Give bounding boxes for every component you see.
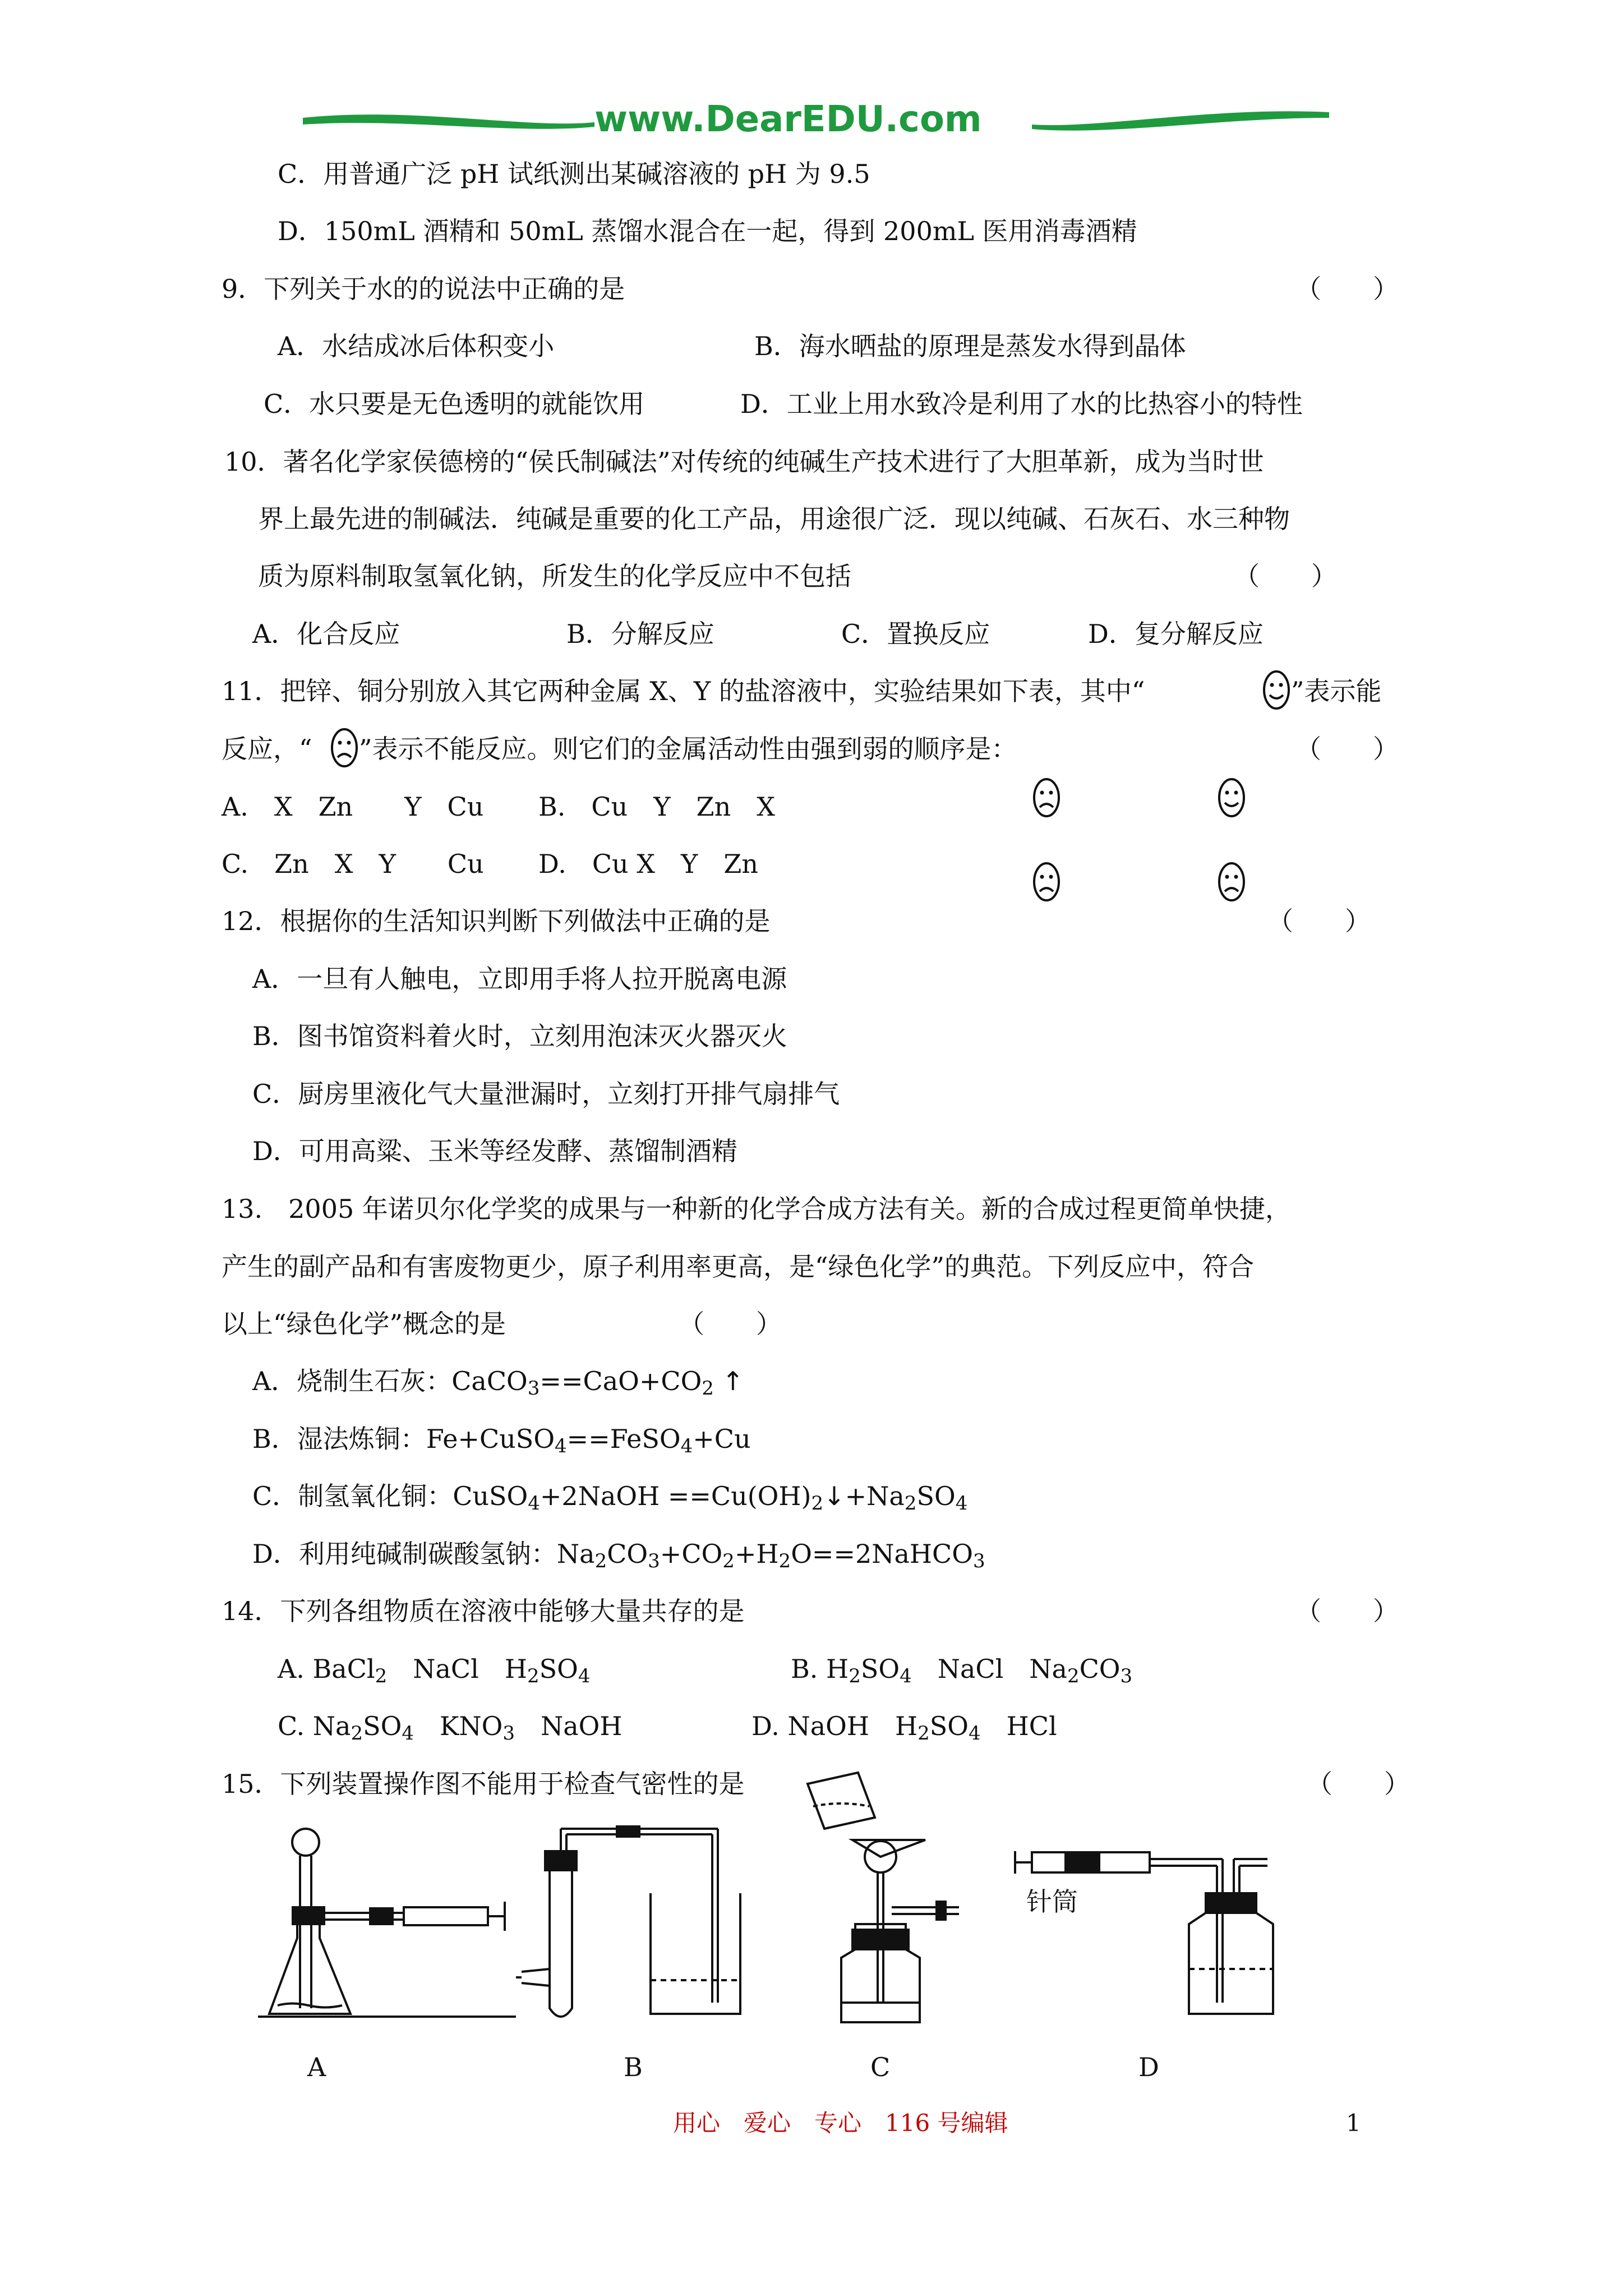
q9-option-d: D．工业上用水致冷是利用了水的比热容小的特性 <box>740 389 1303 419</box>
apparatus-caption-c: C <box>870 2052 891 2082</box>
q11-option-b: B. Cu Y Zn X <box>538 792 775 822</box>
q8-option-c: C．用普通广泛 pH 试纸测出某碱溶液的 pH 为 9.5 <box>278 159 870 189</box>
q13-option-c <box>252 1479 967 1520</box>
q13-option-d-equation: Na2CO3+CO2+H2O==2NaHCO3 <box>556 1539 985 1572</box>
q11-stem-line1a: 11．把锌、铜分别放入其它两种金属 X、Y 的盐溶液中，实验结果如下表，其中“ <box>222 676 1145 706</box>
q13-option-a <box>252 1364 744 1405</box>
q14-option-d-label: D. <box>751 1711 780 1741</box>
sad-face-icon <box>1032 861 1061 903</box>
q11-stem-line1b: ”表示能 <box>1291 676 1382 706</box>
q13-option-a-label: A．烧制生石灰： <box>252 1366 452 1396</box>
q14-option-b: B. H2SO4 NaCl Na2CO3 <box>791 1654 1133 1687</box>
q13-option-b-equation: Fe+CuSO4==FeSO4+Cu <box>426 1424 751 1457</box>
happy-face-icon <box>1262 669 1291 711</box>
q13-option-d-label: D．利用纯碱制碳酸氢钠： <box>252 1539 557 1569</box>
happy-face-icon <box>1217 777 1246 818</box>
q14-option-c-label: C. <box>278 1711 305 1741</box>
apparatus-caption-b: B <box>624 2052 643 2082</box>
q14-option-a-label: A. <box>278 1654 305 1684</box>
q12-option-b: B．图书馆资料着火时，立刻用泡沫灭火器灭火 <box>252 1021 787 1051</box>
q15-answer-bracket: （ ） <box>1307 1769 1410 1799</box>
apparatus-caption-a: A <box>307 2052 326 2082</box>
q11-answer-bracket: （ ） <box>1295 734 1399 764</box>
page-number: 1 <box>1346 2109 1361 2137</box>
q13-option-d <box>252 1537 985 1578</box>
q11-stem-line2b: ”表示不能反应。则它们的金属活动性由强到弱的顺序是： <box>359 734 1017 764</box>
q13-option-b-label: B．湿法炼铜： <box>252 1424 426 1454</box>
q12-option-d: D．可用高粱、玉米等经发酵、蒸馏制酒精 <box>252 1136 737 1166</box>
apparatus-a-flask-syringe-figure <box>258 1823 516 2031</box>
q10-option-a: A．化合反应 <box>252 619 400 649</box>
q14-option-b-label: B. <box>791 1654 818 1684</box>
q9-option-a: A．水结成冰后体积变小 <box>278 331 555 361</box>
q13-answer-bracket: （ ） <box>679 1309 782 1339</box>
q12-stem: 12．根据你的生活知识判断下列做法中正确的是 <box>222 906 771 936</box>
q10-stem-line3: 质为原料制取氢氧化钠，所发生的化学反应中不包括 <box>258 561 851 591</box>
footer-editor-note: 用心 爱心 专心 116 号编辑 <box>673 2109 1008 2137</box>
q15-stem: 15．下列装置操作图不能用于检查气密性的是 <box>222 1769 745 1799</box>
q13-option-c-label: C．制氢氧化铜： <box>252 1481 453 1511</box>
q13-stem-line2: 产生的副产品和有害废物更少，原子利用率更高，是“绿色化学”的典范。下列反应中，符合 <box>222 1251 1255 1282</box>
q14-answer-bracket: （ ） <box>1295 1596 1399 1626</box>
q9-option-b: B．海水晒盐的原理是蒸发水得到晶体 <box>754 331 1186 361</box>
q13-stem-line3: 以上“绿色化学”概念的是 <box>222 1309 506 1339</box>
q13-option-a-equation: CaCO3==CaO+CO2 ↑ <box>451 1366 744 1400</box>
q10-stem-line1: 10．著名化学家侯德榜的“侯氏制碱法”对传统的纯碱生产技术进行了大胆革新，成为当时世 <box>224 447 1264 477</box>
q11-stem-line2a: 反应，“ <box>222 734 312 764</box>
apparatus-b-test-tube-beaker-figure <box>516 1818 751 2031</box>
q10-option-d: D．复分解反应 <box>1088 619 1264 649</box>
header-site-name: www.DearEDU.com <box>594 99 982 140</box>
q14-option-d: D. NaOH H2SO4 HCl <box>751 1711 1057 1745</box>
q11-option-d: D. Cu X Y Zn <box>538 849 759 879</box>
q9-stem: 9．下列关于水的的说法中正确的是 <box>222 274 625 304</box>
q14-option-a: A. BaCl2 NaCl H2SO4 <box>278 1654 591 1687</box>
apparatus-d-syringe-bottle-figure <box>1009 1840 1279 2031</box>
q13-option-b <box>252 1422 751 1463</box>
q12-option-c: C．厨房里液化气大量泄漏时，立刻打开排气扇排气 <box>252 1079 840 1109</box>
q14-option-c: C. Na2SO4 KNO3 NaOH <box>278 1711 623 1745</box>
q14-stem: 14．下列各组物质在溶液中能够大量共存的是 <box>222 1596 745 1626</box>
sad-face-icon <box>1032 777 1061 818</box>
apparatus-c-funnel-bottle-figure <box>796 1767 987 2031</box>
q10-option-c: C．置换反应 <box>841 619 990 649</box>
sad-face-icon <box>1217 861 1246 903</box>
q13-stem-line1: 13. 2005 年诺贝尔化学奖的成果与一种新的化学合成方法有关。新的合成过程更简单快捷， <box>222 1194 1291 1224</box>
q12-answer-bracket: （ ） <box>1267 906 1371 936</box>
q9-answer-bracket: （ ） <box>1295 274 1399 304</box>
q13-option-c-equation: CuSO4+2NaOH ==Cu(OH)2↓+Na2SO4 <box>453 1481 968 1515</box>
q10-stem-line2: 界上最先进的制碱法．纯碱是重要的化工产品，用途很广泛．现以纯碱、石灰石、水三种物 <box>258 504 1290 534</box>
q11-option-a: A. X Zn Y Cu <box>222 792 484 822</box>
q11-option-c: C. Zn X Y Cu <box>222 849 484 879</box>
q12-option-a: A．一旦有人触电，立即用手将人拉开脱离电源 <box>252 964 787 994</box>
q8-option-d: D．150mL 酒精和 50mL 蒸馏水混合在一起，得到 200mL 医用消毒酒精 <box>278 216 1137 246</box>
q10-answer-bracket: （ ） <box>1234 561 1337 591</box>
syringe-label: 针筒 <box>1026 1887 1078 1917</box>
apparatus-caption-d: D <box>1138 2052 1159 2082</box>
q10-option-b: B．分解反应 <box>566 619 714 649</box>
q9-option-c: C．水只要是无色透明的就能饮用 <box>264 389 645 419</box>
sad-face-icon <box>330 727 359 769</box>
